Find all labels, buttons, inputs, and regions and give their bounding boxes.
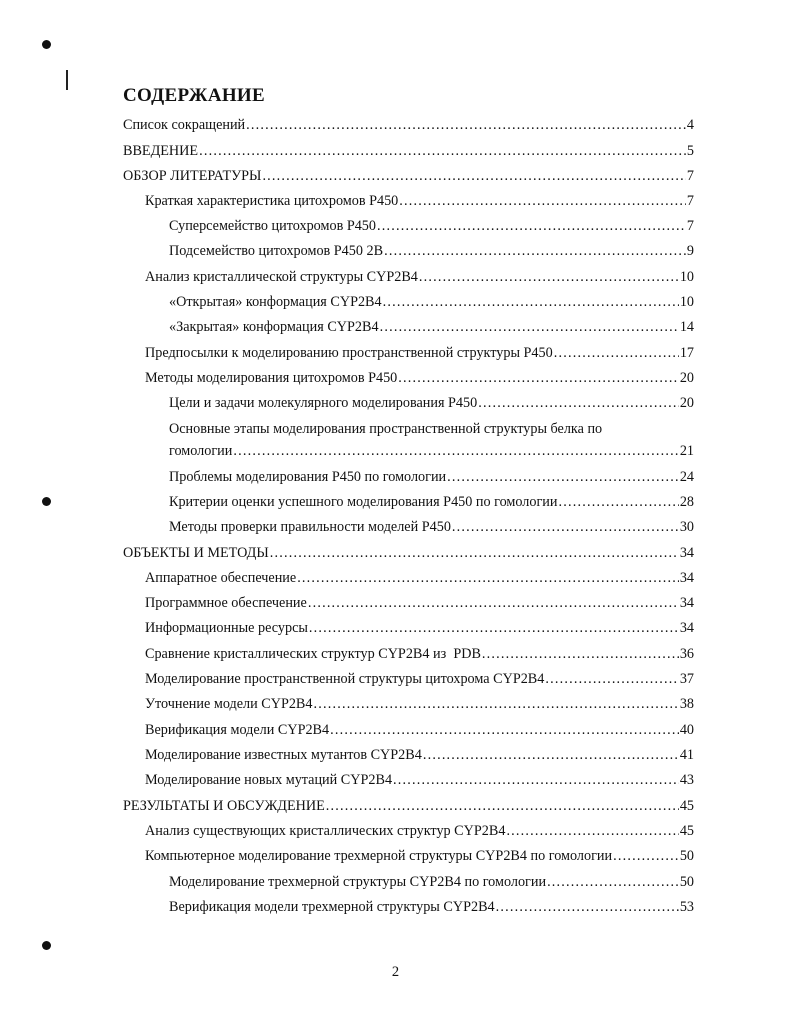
toc-entry[interactable]: Компьютерное моделирование трехмерной структуры CYP2B4 по гомологии ..... 50: [145, 845, 694, 867]
toc-entry[interactable]: Цели и задачи молекулярного моделирования P450 ..... 20: [169, 392, 694, 414]
toc-entry[interactable]: Моделирование пространственной структуры цитохрома CYP2B4 ..... 37: [145, 668, 694, 690]
toc-entry-label: Основные этапы моделирования пространственной структуры белка по: [169, 421, 603, 437]
toc-entry[interactable]: Краткая характеристика цитохромов P450 ..... 7: [145, 190, 694, 212]
toc-entry[interactable]: Проблемы моделирования P450 по гомологии ..... 24: [169, 466, 694, 488]
toc-entry[interactable]: РЕЗУЛЬТАТЫ И ОБСУЖДЕНИЕ ..... 45: [123, 795, 694, 817]
toc-entry[interactable]: Предпосылки к моделированию пространственной структуры P450 ..... 17: [145, 342, 694, 364]
toc-entry[interactable]: «Открытая» конформация CYP2B4 ..... 10: [169, 291, 694, 313]
toc-entry[interactable]: Уточнение модели CYP2B4 ..... 38: [145, 693, 694, 715]
toc-entry[interactable]: «Закрытая» конформация CYP2B4 ..... 14: [169, 316, 694, 338]
page-title: СОДЕРЖАНИЕ: [123, 85, 265, 106]
toc-entry[interactable]: Критерии оценки успешного моделирования P450 по гомологии ..... 28: [169, 491, 694, 513]
toc-entry[interactable]: Подсемейство цитохромов P450 2B ..... 9: [169, 240, 694, 262]
toc-entry[interactable]: Верификация модели трехмерной структуры CYP2B4 ..... 53: [169, 896, 694, 918]
toc-entry[interactable]: Верификация модели CYP2B4 ..... 40: [145, 719, 694, 741]
scan-dot-top: [42, 40, 51, 49]
toc-entry[interactable]: Сравнение кристаллических структур CYP2B4 из PDB ..... 36: [145, 643, 694, 665]
toc-entry-continuation[interactable]: гомологии ..... 21: [169, 440, 694, 462]
toc-entry[interactable]: Анализ кристаллической структуры CYP2B4 ..... 10: [145, 266, 694, 288]
toc-entry[interactable]: Методы проверки правильности моделей P450 ..... 30: [169, 516, 694, 538]
scan-mark-line: [66, 70, 68, 90]
toc-entry[interactable]: Аппаратное обеспечение ..... 34: [145, 567, 694, 589]
toc-entry[interactable]: Анализ существующих кристаллических структур CYP2B4 ..... 45: [145, 820, 694, 842]
scan-dot-bottom: [42, 941, 51, 950]
toc-entry[interactable]: Программное обеспечение ..... 34: [145, 592, 694, 614]
toc-entry[interactable]: Моделирование новых мутаций CYP2B4 ..... 43: [145, 769, 694, 791]
toc-entry[interactable]: Информационные ресурсы ..... 34: [145, 617, 694, 639]
page-number: 2: [391, 964, 400, 980]
toc-entry[interactable]: Моделирование известных мутантов CYP2B4 ..... 41: [145, 744, 694, 766]
toc-entry-multiline[interactable]: [169, 418, 694, 440]
toc-entry[interactable]: ОБЗОР ЛИТЕРАТУРЫ ..... 7: [123, 165, 694, 187]
scan-dot-middle: [42, 497, 51, 506]
toc-entry[interactable]: ВВЕДЕНИЕ ..... 5: [123, 140, 694, 162]
toc-entry[interactable]: Суперсемейство цитохромов P450 ..... 7: [169, 215, 694, 237]
toc-entry[interactable]: ОБЪЕКТЫ И МЕТОДЫ ..... 34: [123, 542, 694, 564]
toc-entry[interactable]: Методы моделирования цитохромов P450 ..... 20: [145, 367, 694, 389]
toc-entry[interactable]: Список сокращений ..... 4: [123, 114, 694, 136]
toc-entry[interactable]: Моделирование трехмерной структуры CYP2B4 по гомологии ..... 50: [169, 871, 694, 893]
